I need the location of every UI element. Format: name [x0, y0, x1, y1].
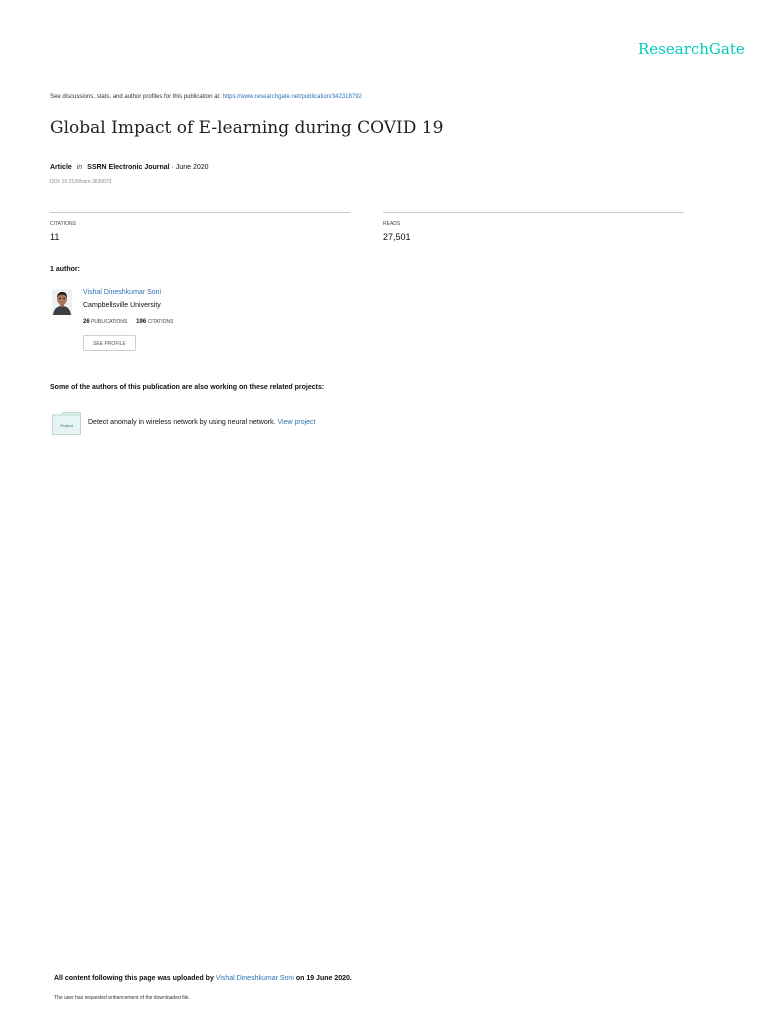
- author-name-link[interactable]: Vishal Dineshkumar Soni: [83, 289, 162, 296]
- publication-url-link[interactable]: https://www.researchgate.net/publication/342318792: [222, 94, 362, 100]
- related-projects-heading: Some of the authors of this publication are also working on these related projects:: [50, 384, 325, 391]
- enhancement-note: The user has requested enhancement of the downloaded file.: [54, 995, 190, 1001]
- see-profile-button[interactable]: SEE PROFILE: [83, 335, 136, 351]
- author-photo-icon: [52, 289, 72, 315]
- journal-name: SSRN Electronic Journal: [87, 164, 170, 171]
- publication-doi: DOI: 10.2139/ssrn.3630073: [50, 179, 112, 185]
- author-publications-label: PUBLICATIONS: [91, 319, 128, 325]
- author-institution: Campbellsville University: [83, 302, 161, 309]
- publication-date: · June 2020: [171, 164, 209, 171]
- reads-divider: [383, 212, 684, 213]
- authors-heading: 1 author:: [50, 266, 80, 273]
- citations-label: CITATIONS: [50, 221, 76, 227]
- reads-count: 27,501: [383, 232, 411, 242]
- related-project-item: [88, 419, 316, 426]
- uploader-link[interactable]: Vishal Dineshkumar Soni: [215, 975, 294, 982]
- project-thumb-label: Project: [60, 423, 73, 428]
- publication-type: Article: [50, 164, 72, 171]
- author-avatar[interactable]: [52, 289, 72, 315]
- discussion-prefix: See discussions, stats, and author profiles for this publication at:: [50, 94, 221, 100]
- researchgate-logo[interactable]: ResearchGate: [638, 40, 745, 58]
- project-folder-icon: [52, 412, 81, 435]
- discussion-line: [50, 94, 362, 100]
- author-publications-count: 26: [83, 319, 90, 325]
- citations-count: 11: [50, 232, 60, 242]
- project-thumbnail[interactable]: [52, 412, 81, 435]
- upload-prefix: All content following this page was uploaded by: [54, 975, 214, 982]
- upload-date: on 19 June 2020.: [295, 975, 352, 982]
- in-word: in: [76, 164, 83, 171]
- reads-label: READS: [383, 221, 401, 227]
- author-citations-count: 196: [136, 319, 147, 325]
- upload-statement: [54, 975, 352, 982]
- author-citations-label: CITATIONS: [147, 319, 174, 325]
- citations-divider: [50, 212, 350, 213]
- author-stats: [83, 319, 174, 325]
- project-description: Detect anomaly in wireless network by using neural network.: [88, 419, 276, 426]
- view-project-link[interactable]: View project: [277, 419, 316, 426]
- publication-title: Global Impact of E-learning during COVID 19: [50, 118, 444, 138]
- publication-meta: [50, 164, 209, 171]
